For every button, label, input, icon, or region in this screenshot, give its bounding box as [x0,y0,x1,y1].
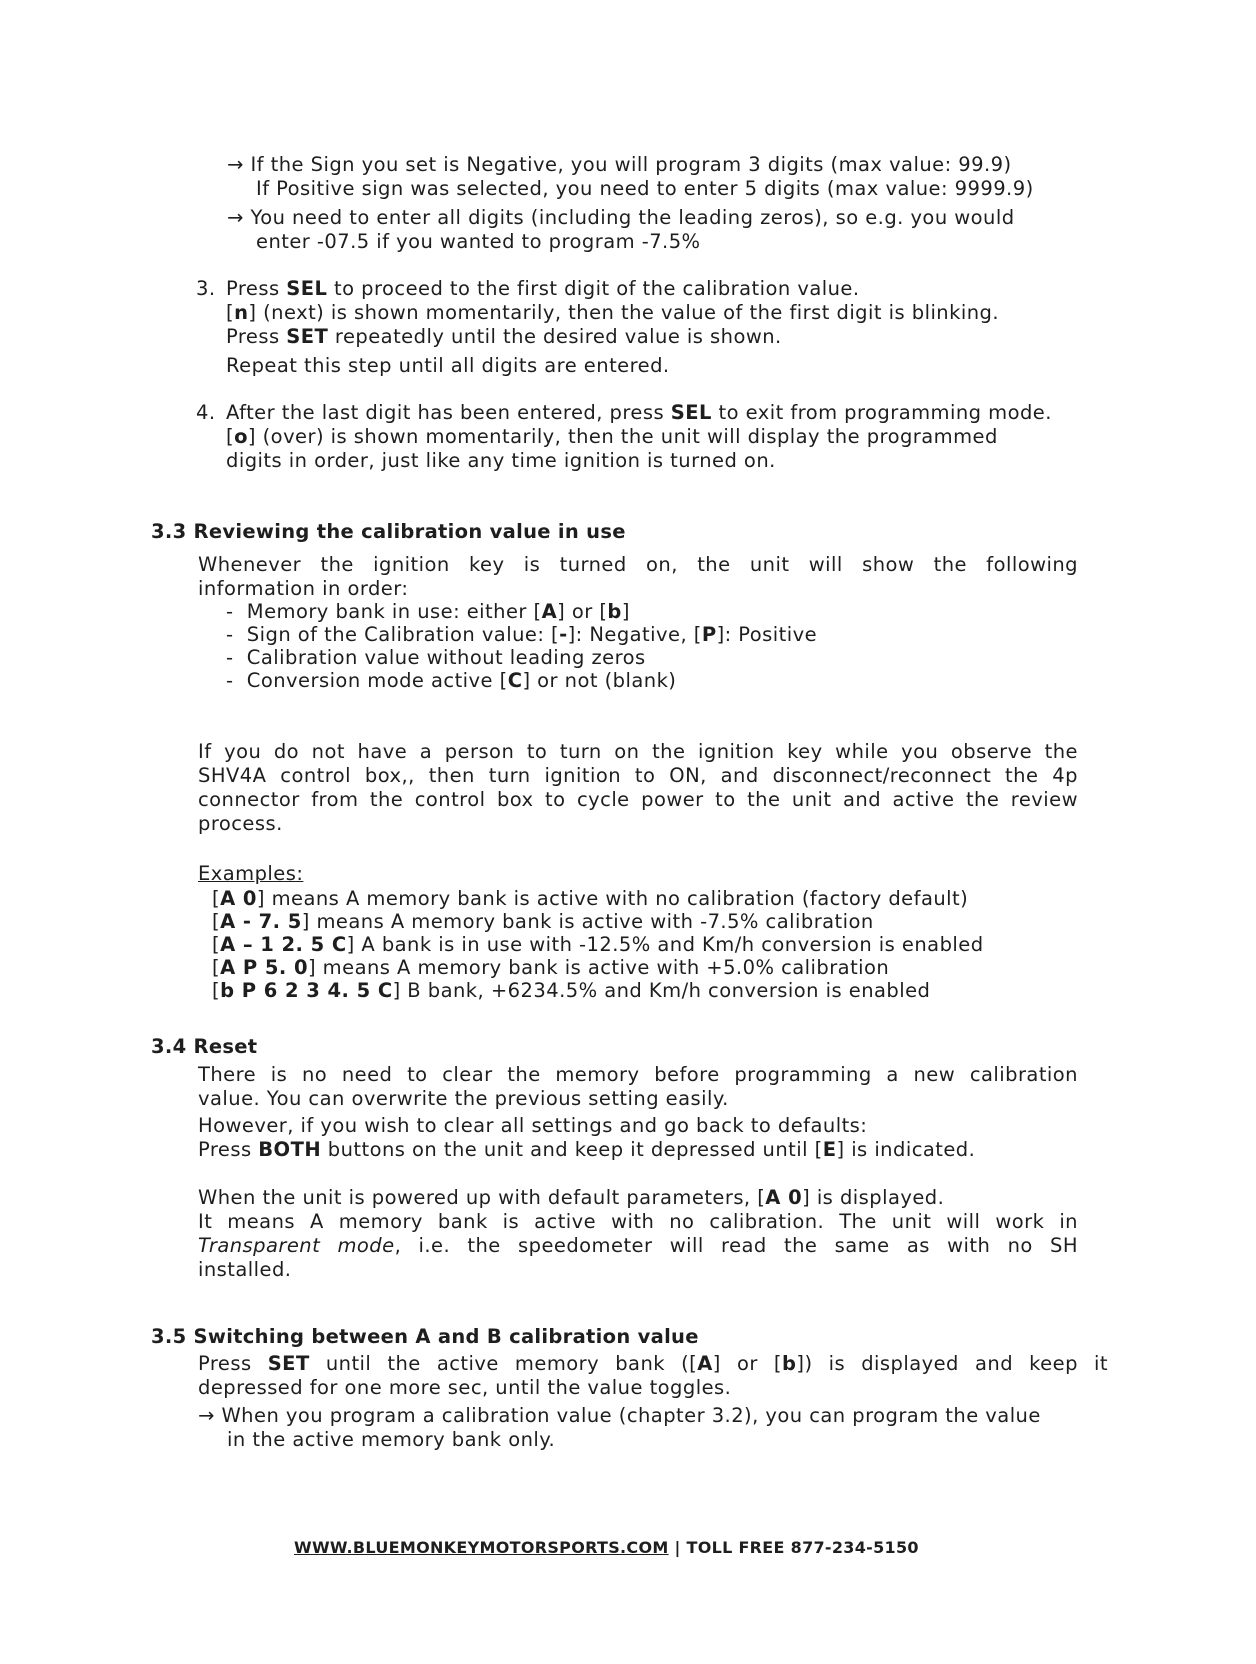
examples-label: Examples: [198,862,304,885]
sel-key-label: SEL [286,277,328,300]
website-link[interactable]: WWW.BLUEMONKEYMOTORSPORTS.COM [294,1538,669,1557]
step-3-line-3: Press SET repeatedly until the desired value is shown. [226,325,782,348]
arrow-note-1-line-1: If the Sign you set is Negative, you will program 3 digits (max value: 99.9) [250,153,1012,176]
sel-key-label: SEL [670,401,712,424]
section-3-3-intro-line-1: Whenever the ignition key is turned on, the unit will show the following [198,553,1078,576]
arrow-icon: → [227,153,244,176]
reset-paragraph-3-line-2: It means A memory bank is active with no calibration. The unit will work in [198,1210,1078,1233]
step-4-line-2: [o] (over) is shown momentarily, then the unit will display the programmed [226,425,998,448]
arrow-icon: → [227,206,244,229]
step-3-line-2: [n] (next) is shown momentarily, then the value of the first digit is blinking. [226,301,1000,324]
switch-paragraph-line-2: depressed for one more sec, until the value toggles. [198,1376,732,1399]
display-code: b P 6 2 3 4. 5 C [220,979,393,1002]
review-paragraph-line-4: process. [198,812,283,835]
arrow-note-2-line-2: enter -07.5 if you wanted to program -7.5% [256,230,701,253]
reset-paragraph-1-line-2: value. You can overwrite the previous setting easily. [198,1087,729,1110]
review-paragraph-line-2: SHV4A control box,, then turn ignition to ON, and disconnect/reconnect the 4p [198,764,1078,787]
display-code: A 0 [220,887,257,910]
review-paragraph-line-1: If you do not have a person to turn on the ignition key while you observe the [198,740,1078,763]
example-line-4: [A P 5. 0] means A memory bank is active with +5.0% calibration [212,956,890,979]
switch-arrow-note: → When you program a calibration value (chapter 3.2), you can program the value [198,1404,1041,1427]
section-3-4-heading: 3.4 Reset [151,1035,258,1058]
example-line-2: [A - 7. 5] means A memory bank is active with -7.5% calibration [212,910,874,933]
step-3-line-1: Press SEL to proceed to the first digit of the calibration value. [226,277,860,300]
reset-paragraph-3-line-4: installed. [198,1258,292,1281]
footer [294,1538,919,1557]
example-line-1: [A 0] means A memory bank is active with no calibration (factory default) [212,887,969,910]
arrow-note-1 [227,153,1012,177]
step-3-number: 3. [196,277,216,300]
reset-paragraph-3-line-1: When the unit is powered up with default parameters, [A 0] is displayed. [198,1186,945,1209]
review-paragraph-line-3: connector from the control box to cycle power to the unit and active the review [198,788,1078,811]
bullet-conversion-mode: - Conversion mode active [C] or not (blank) [226,669,677,692]
reset-paragraph-3-line-3: Transparent mode, i.e. the speedometer will read the same as with no SH [198,1234,1078,1257]
switch-paragraph-line-1: Press SET until the active memory bank ([A] or [b]) is displayed and keep it [198,1352,1108,1375]
arrow-note-2-line-1: You need to enter all digits (including the leading zeros), so e.g. you would [250,206,1015,229]
section-3-5-heading: 3.5 Switching between A and B calibration value [151,1325,699,1348]
step-3-line-4: Repeat this step until all digits are entered. [226,354,670,377]
section-3-3-heading: 3.3 Reviewing the calibration value in use [151,520,626,543]
switch-arrow-note-line-2: in the active memory bank only. [227,1428,556,1451]
example-line-3: [A – 1 2. 5 C] A bank is in use with -12.5% and Km/h conversion is enabled [212,933,984,956]
bullet-calibration-value: - Calibration value without leading zeros [226,646,646,669]
display-code: A P 5. 0 [220,956,308,979]
set-key-label: SET [267,1352,310,1375]
arrow-note-1-line-2: If Positive sign was selected, you need to enter 5 digits (max value: 9999.9) [256,177,1034,200]
section-3-3-intro-line-2: information in order: [198,577,409,600]
arrow-note-2 [227,206,1015,230]
set-key-label: SET [286,325,329,348]
next-indicator: n [234,301,249,324]
step-4-number: 4. [196,401,216,424]
bullet-sign: - Sign of the Calibration value: [-]: Negative, [P]: Positive [226,623,818,646]
both-buttons-label: BOTH [258,1138,322,1161]
toll-free-number: | TOLL FREE 877-234-5150 [668,1538,919,1557]
reset-paragraph-2-line-1: However, if you wish to clear all settings and go back to defaults: [198,1114,868,1137]
reset-paragraph-2-line-2: Press BOTH buttons on the unit and keep it depressed until [E] is indicated. [198,1138,976,1161]
step-4-line-1: After the last digit has been entered, press SEL to exit from programming mode. [226,401,1052,424]
arrow-icon: → [198,1404,215,1427]
example-line-5: [b P 6 2 3 4. 5 C] B bank, +6234.5% and Km/h conversion is enabled [212,979,931,1002]
bullet-memory-bank: - Memory bank in use: either [A] or [b] [226,600,630,623]
step-4-line-3: digits in order, just like any time ignition is turned on. [226,449,776,472]
reset-paragraph-1-line-1: There is no need to clear the memory before programming a new calibration [198,1063,1078,1086]
over-indicator: o [234,425,248,448]
display-code: A – 1 2. 5 C [220,933,347,956]
display-code: A - 7. 5 [220,910,302,933]
